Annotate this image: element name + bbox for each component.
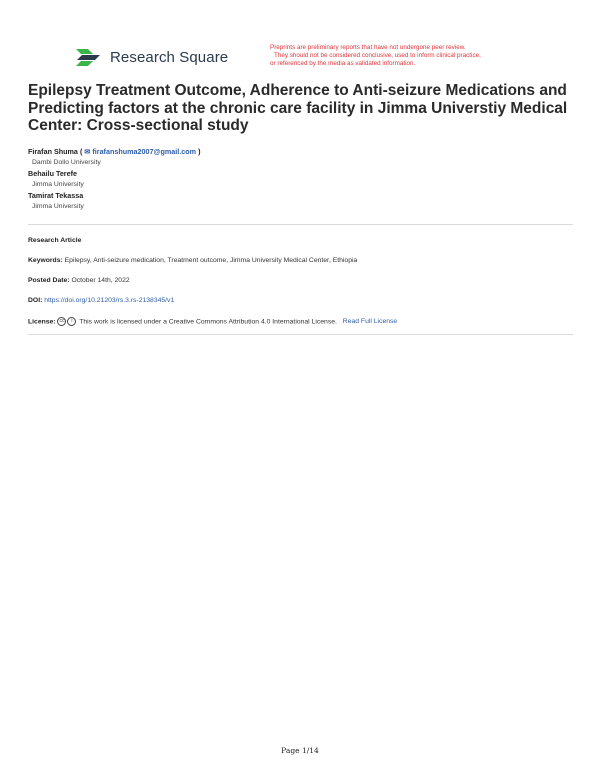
author-list	[28, 146, 200, 212]
logo-text: Research Square	[110, 48, 229, 66]
author-name: Tamirat Tekassa	[28, 191, 84, 200]
preprint-notice-line: or referenced by the media as validated information.	[270, 60, 416, 68]
author-email-link[interactable]: ✉ firafanshuma2007@gmail.com	[84, 147, 197, 156]
research-square-mark-icon	[74, 46, 104, 68]
read-full-license-link[interactable]: Read Full License	[342, 318, 398, 326]
attribution-icon: i	[67, 317, 76, 326]
page-number: Page 1/14	[281, 746, 319, 755]
research-square-logo[interactable]	[74, 46, 228, 68]
posted-date-label: Posted Date:	[28, 277, 70, 284]
author-entry: Firafan Shuma ( ✉ firafanshuma2007@gmail.com )	[28, 147, 201, 156]
license-label: License:	[28, 318, 56, 326]
keywords-label: Keywords:	[28, 257, 63, 264]
divider	[28, 334, 573, 335]
license-text: This work is licensed under a Creative Commons Attribution 4.0 International License.	[79, 318, 337, 326]
keywords-value: Epilepsy, Anti-seizure medication, Treatment outcome, Jimma University Medical Center, Ethiopia	[64, 257, 358, 264]
author-affiliation: Dambi Dollo University	[32, 159, 101, 166]
doi-label: DOI:	[28, 297, 43, 304]
author-affiliation: Jimma University	[32, 203, 84, 210]
doi-row	[28, 297, 174, 304]
preprint-notice-line: Preprints are preliminary reports that have not undergone peer review.	[270, 44, 466, 51]
license-row	[28, 317, 397, 326]
article-type: Research Article	[28, 237, 82, 244]
author-name: Firafan Shuma	[28, 147, 78, 156]
doi-link[interactable]: https://doi.org/10.21203/rs.3.rs-2138345/v1	[44, 297, 175, 304]
preprint-notice-line: They should not be considered conclusive, used to inform clinical practice,	[274, 52, 481, 60]
envelope-icon: ✉	[84, 147, 91, 156]
posted-date-row	[28, 277, 130, 284]
posted-date-value: October 14th, 2022	[71, 277, 130, 284]
divider	[28, 224, 573, 225]
creative-commons-icon: cc	[59, 318, 65, 324]
preprint-notice	[270, 44, 550, 69]
author-name: Behailu Terefe	[28, 169, 77, 178]
keywords-row	[28, 257, 357, 264]
author-affiliation: Jimma University	[32, 181, 84, 188]
article-title: Epilepsy Treatment Outcome, Adherence to Anti-seizure Medications and Predicting factors at the chronic care facility in Jimma Universtiy Medical Center: Cross-sectional study	[28, 82, 568, 134]
